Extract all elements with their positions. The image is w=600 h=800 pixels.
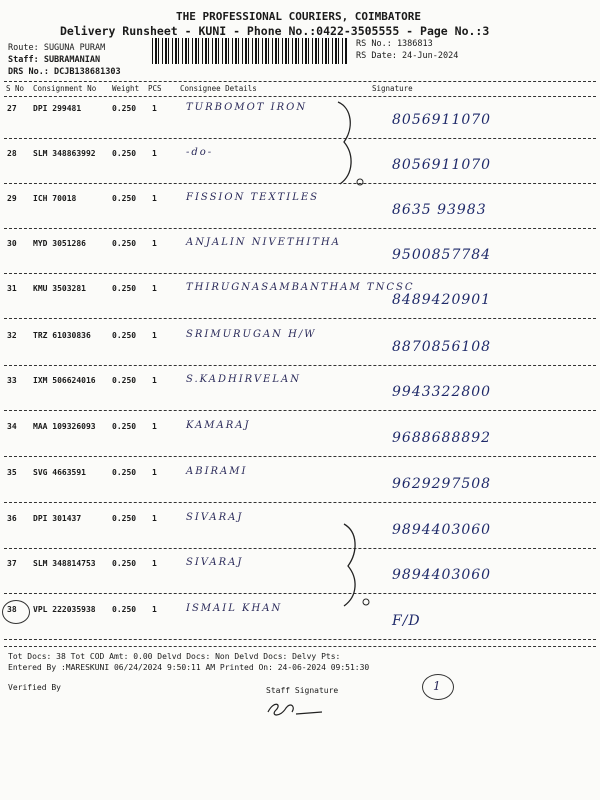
row-pcs: 1 [152,514,157,523]
page-count-number: 1 [433,679,443,693]
row-rule [4,502,596,503]
runsheet-title: Delivery Runsheet - KUNI - Phone No.:0422-3505555 - Page No.:3 [60,24,490,38]
row-weight: 0.250 [112,559,137,568]
brace-mark [336,520,376,610]
row-consignment: IXM 506624016 [33,376,96,385]
row-consignment: SLM 348863992 [33,149,96,158]
row-signature: 8489420901 [392,292,492,308]
route-label: Route: SUGUNA PURAM [8,43,106,53]
row-consignee: FISSION TEXTILES [186,192,319,203]
row-signature: 9688688892 [392,430,492,446]
rs-number: RS No.: 1386813 [356,39,433,49]
row-weight: 0.250 [112,149,137,158]
col-weight: Weight [112,84,140,93]
row-consignment: DPI 299481 [33,104,82,113]
row-rule [4,639,596,640]
row-consignee: SIVARAJ [186,557,244,568]
col-consignee: Consignee Details [180,84,257,93]
row-weight: 0.250 [112,284,137,293]
col-consignment: Consignment No [33,84,97,93]
row-sno: 29 [7,194,17,203]
row-pcs: 1 [152,239,157,248]
row-consignment: SVG 4663591 [33,468,86,477]
row-rule [4,228,596,229]
row-consignee: THIRUGNASAMBANTHAM TNCSC [186,282,415,293]
row-sno: 35 [7,468,17,477]
row-signature: 8635 93983 [392,202,487,218]
row-consignment: DPI 301437 [33,514,82,523]
row-consignee: KAMARAJ [186,420,251,431]
row-rule [4,138,596,139]
row-signature: 8056911070 [392,112,492,128]
row-sno: 32 [7,331,17,340]
row-weight: 0.250 [112,514,137,523]
row-weight: 0.250 [112,605,137,614]
row-pcs: 1 [152,284,157,293]
row-pcs: 1 [152,376,157,385]
row-consignment: KMU 3503281 [33,284,86,293]
row-weight: 0.250 [112,239,137,248]
col-signature: Signature [372,84,413,93]
row-consignee: SIVARAJ [186,512,244,523]
row-signature: 9629297508 [392,476,492,492]
row-rule [4,410,596,411]
row-pcs: 1 [152,605,157,614]
row-signature: 9500857784 [392,247,492,263]
row-weight: 0.250 [112,331,137,340]
row-consignee: S.KADHIRVELAN [186,374,301,385]
row-rule [4,593,596,594]
row-signature: 9943322800 [392,384,492,400]
row-weight: 0.250 [112,194,137,203]
staff-signature-scribble [266,698,326,720]
header-bottom-rule [4,96,596,97]
row-sno: 30 [7,239,17,248]
brace-mark [330,98,370,188]
row-pcs: 1 [152,149,157,158]
row-sno: 34 [7,422,17,431]
row-sno: 36 [7,514,17,523]
row-consignment: ICH 70018 [33,194,77,203]
row-signature: 8870856108 [392,339,492,355]
row-signature: 9894403060 [392,567,492,583]
row-weight: 0.250 [112,376,137,385]
header-top-rule [4,81,596,82]
row-38-circle [2,600,30,624]
row-signature: 9894403060 [392,522,492,538]
row-consignment: MYD 3051286 [33,239,86,248]
row-consignee: SRIMURUGAN H/W [186,329,317,340]
staff-signature-label: Staff Signature [266,686,339,695]
drs-number: DRS No.: DCJB138681303 [8,67,121,77]
row-sno: 27 [7,104,17,113]
col-pcs: PCS [148,84,162,93]
verified-by-label: Verified By [8,683,61,692]
barcode [152,38,348,64]
row-consignee: ISMAIL KHAN [186,603,283,614]
row-sno: 31 [7,284,17,293]
staff-label: Staff: SUBRAMANIAN [8,55,101,65]
row-pcs: 1 [152,331,157,340]
row-weight: 0.250 [112,104,137,113]
row-consignee: ANJALIN NIVETHITHA [186,237,341,248]
row-sno: 38 [7,605,17,614]
row-consignee: TURBOMOT IRON [186,102,308,113]
row-rule [4,183,596,184]
row-rule [4,273,596,274]
row-signature: 8056911070 [392,157,492,173]
col-sno: S No [6,84,25,93]
footer-rule [4,646,596,647]
row-consignment: SLM 348814753 [33,559,96,568]
row-consignment: VPL 222035938 [33,605,96,614]
entered-by-line: Entered By :MARESKUNI 06/24/2024 9:50:11 AM Printed On: 24-06-2024 09:51:30 [8,663,370,672]
row-pcs: 1 [152,468,157,477]
row-rule [4,548,596,549]
row-rule [4,318,596,319]
row-signature: F/D [392,613,421,629]
row-sno: 33 [7,376,17,385]
row-consignee: ABIRAMI [186,466,248,477]
company-name: THE PROFESSIONAL COURIERS, COIMBATORE [176,10,422,23]
row-weight: 0.250 [112,422,137,431]
totals-line: Tot Docs: 38 Tot COD Amt: 0.00 Delvd Docs: Non Delvd Docs: Delvy Pts: [8,652,341,661]
row-pcs: 1 [152,422,157,431]
rs-date: RS Date: 24-Jun-2024 [356,51,459,61]
row-pcs: 1 [152,104,157,113]
row-consignment: MAA 109326093 [33,422,96,431]
row-pcs: 1 [152,559,157,568]
row-sno: 37 [7,559,17,568]
row-sno: 28 [7,149,17,158]
row-pcs: 1 [152,194,157,203]
row-weight: 0.250 [112,468,137,477]
row-rule [4,365,596,366]
row-consignment: TRZ 61030836 [33,331,91,340]
row-consignee: -do- [186,147,214,158]
row-rule [4,456,596,457]
